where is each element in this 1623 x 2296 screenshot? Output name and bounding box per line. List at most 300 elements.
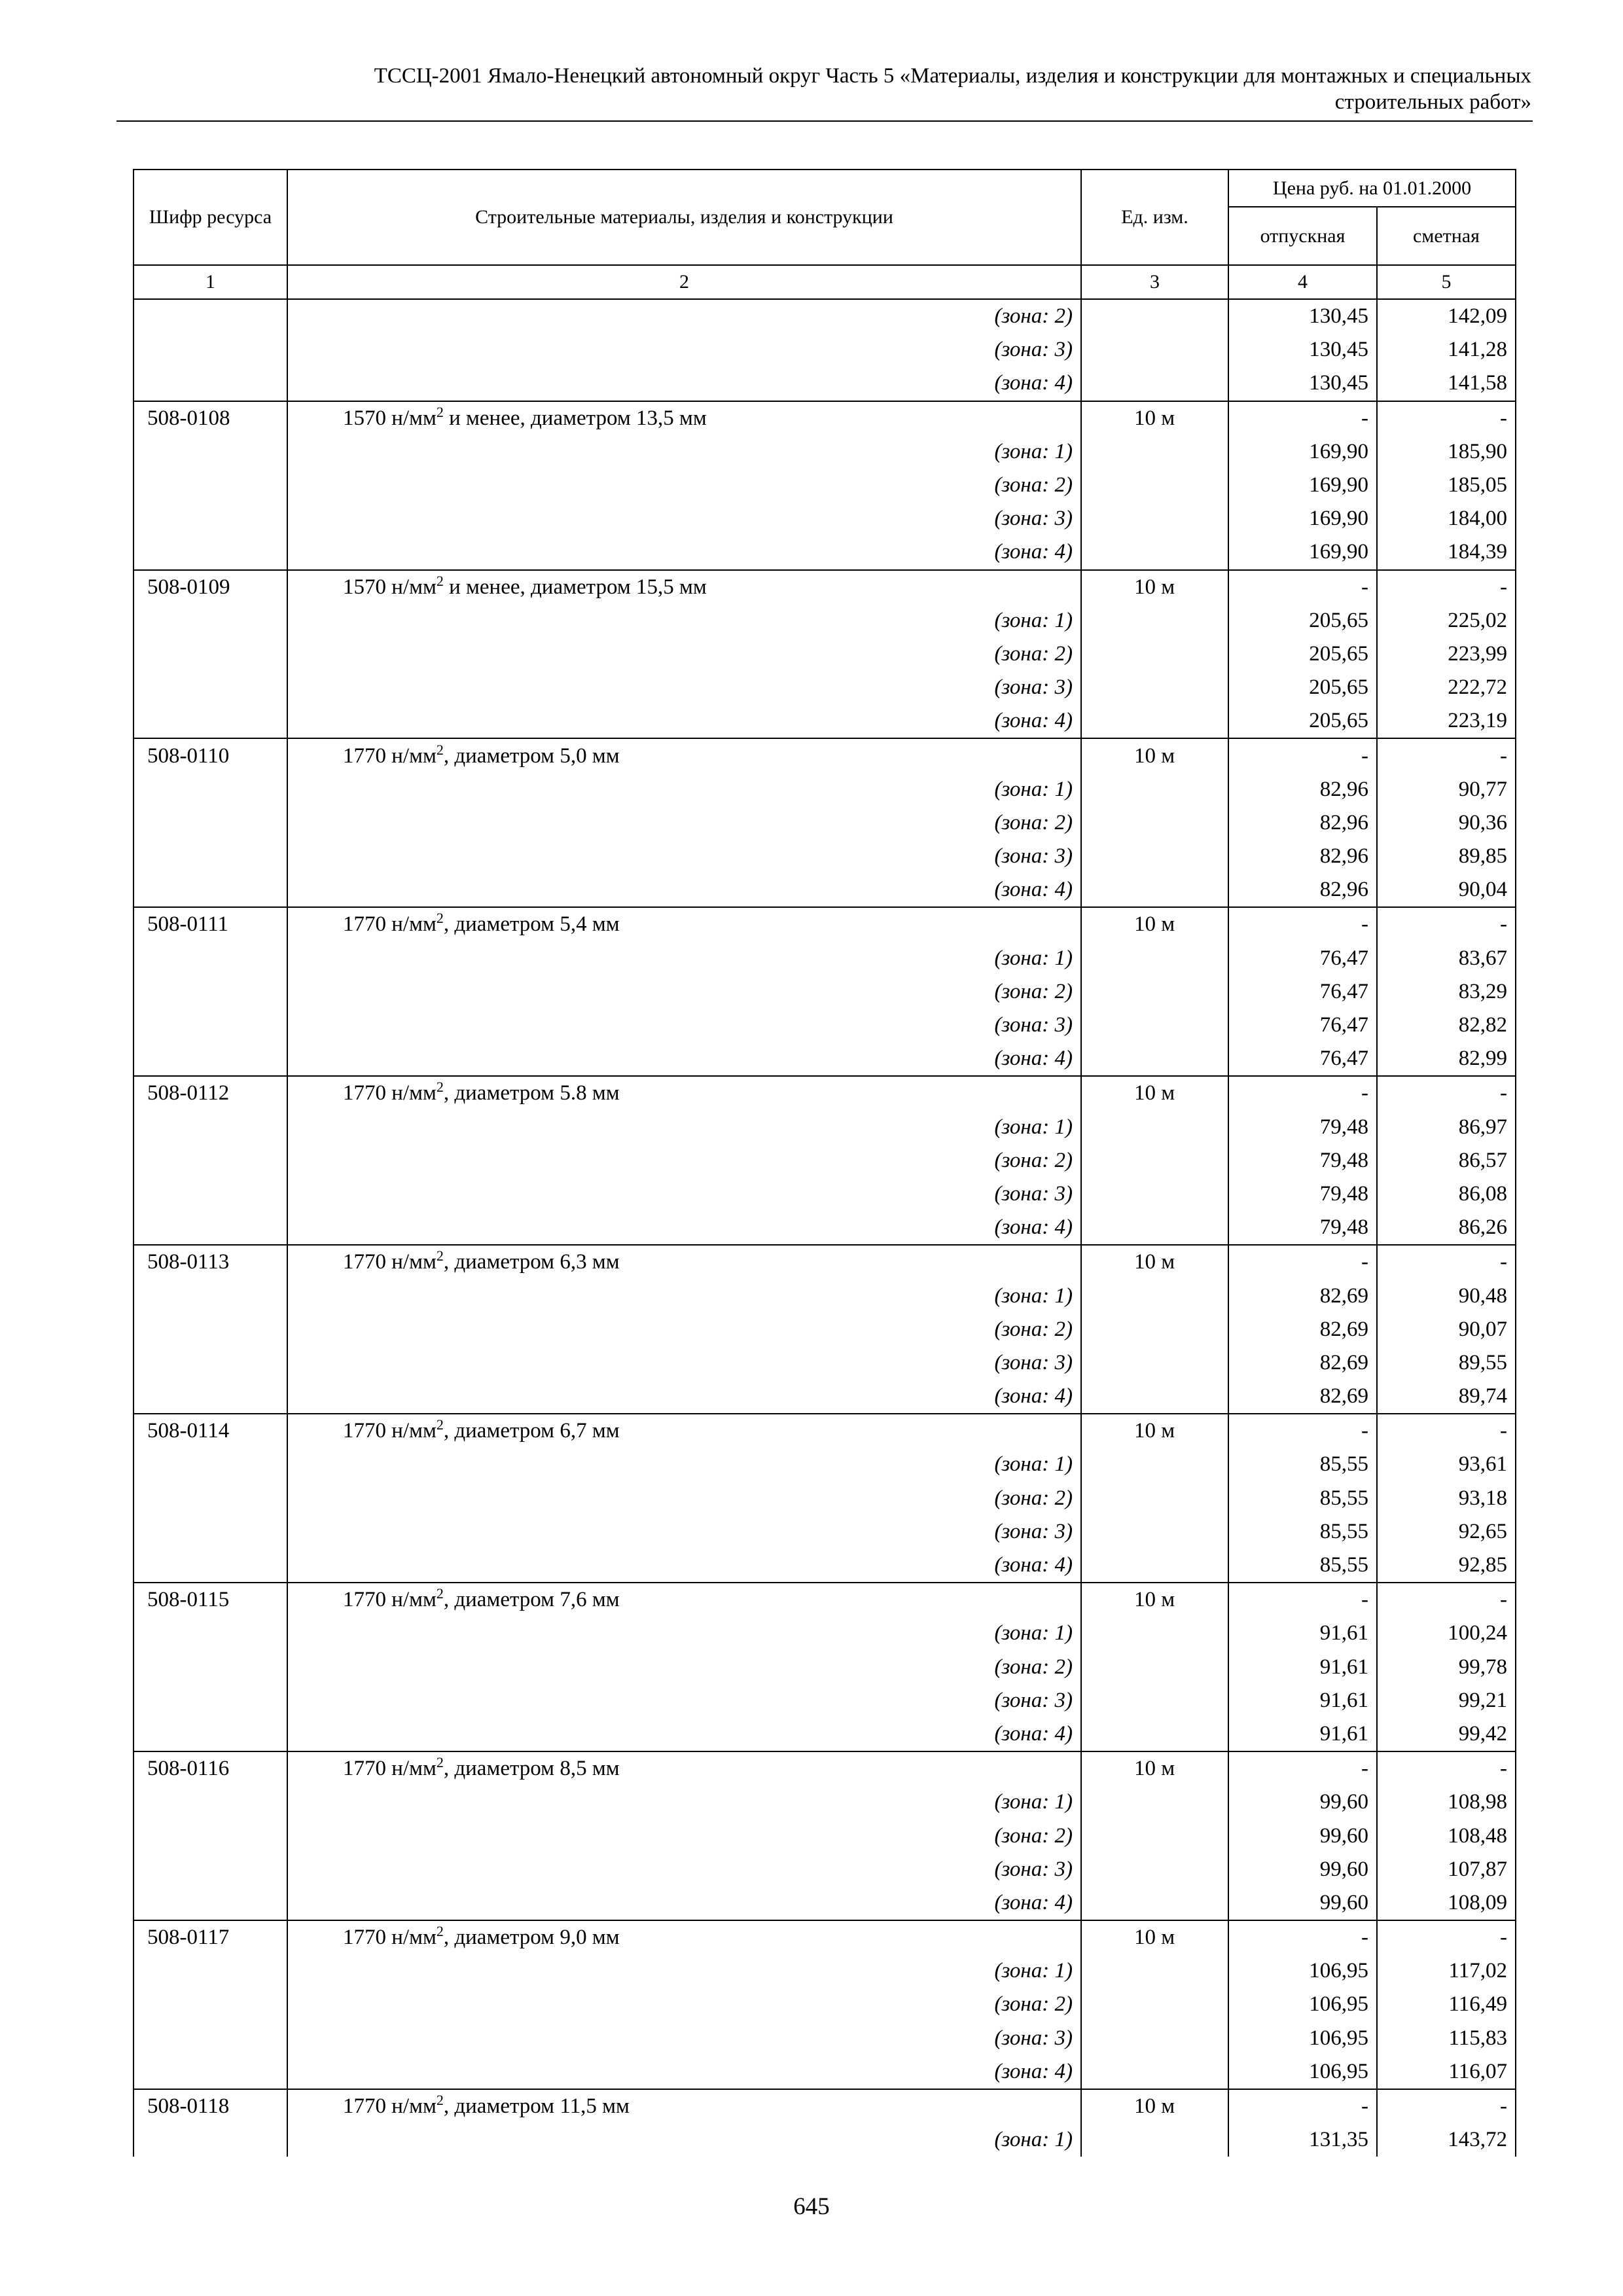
cell-name-text: 1770 н/мм	[343, 1250, 437, 1274]
cell-zone: (зона: 1)	[287, 942, 1081, 975]
cell-estimate-price: 184,39	[1377, 535, 1516, 569]
cell-estimate-price: 86,97	[1377, 1111, 1516, 1144]
cell-estimate-price: 108,09	[1377, 1886, 1516, 1920]
cell-release-price: 82,96	[1228, 773, 1377, 806]
cell-estimate-price: 142,09	[1377, 299, 1516, 333]
cell-code	[134, 1549, 287, 1583]
table-row-zone	[134, 1042, 1516, 1076]
cell-unit	[1081, 1380, 1228, 1414]
cell-zone: (зона: 4)	[287, 1886, 1081, 1920]
cell-estimate-price: 90,07	[1377, 1313, 1516, 1346]
cell-unit	[1081, 1988, 1228, 2021]
cell-code	[134, 773, 287, 806]
cell-unit	[1081, 1549, 1228, 1583]
cell-estimate-price: 222,72	[1377, 671, 1516, 704]
cell-zone: (зона: 4)	[287, 2055, 1081, 2089]
cell-zone: (зона: 3)	[287, 1009, 1081, 1042]
cell-unit	[1081, 1515, 1228, 1549]
cell-unit	[1081, 942, 1228, 975]
table-row-zone	[134, 535, 1516, 569]
cell-zone: (зона: 1)	[287, 604, 1081, 637]
cell-estimate-price: 83,67	[1377, 942, 1516, 975]
cell-release-price: 99,60	[1228, 1785, 1377, 1819]
cell-unit	[1081, 1042, 1228, 1076]
cell-code	[134, 469, 287, 502]
cell-code: 508-0118	[134, 2089, 287, 2123]
cell-name-text: 1570 н/мм	[343, 406, 437, 430]
cell-unit: 10 м	[1081, 1245, 1228, 1279]
cell-zone: (зона: 3)	[287, 1515, 1081, 1549]
cell-release-price: 79,48	[1228, 1211, 1377, 1245]
cell-release-price: 82,69	[1228, 1346, 1377, 1380]
table-row-zone	[134, 333, 1516, 367]
table-row-item	[134, 1583, 1516, 1617]
cell-estimate-price: 89,85	[1377, 840, 1516, 873]
col-number-2: 2	[287, 265, 1081, 299]
cell-unit	[1081, 435, 1228, 469]
cell-unit	[1081, 1144, 1228, 1177]
table-row-zone	[134, 2022, 1516, 2055]
cell-release-price: 79,48	[1228, 1144, 1377, 1177]
cell-code	[134, 1717, 287, 1751]
table-row-zone	[134, 469, 1516, 502]
cell-zone: (зона: 2)	[287, 975, 1081, 1009]
cell-name-text-rest: и менее, диаметром 13,5 мм	[443, 406, 707, 430]
cell-name	[287, 401, 1081, 435]
cell-unit: 10 м	[1081, 738, 1228, 772]
cell-code: 508-0113	[134, 1245, 287, 1279]
cell-name-text: 1770 н/мм	[343, 1926, 437, 1950]
cell-release-price: 82,96	[1228, 873, 1377, 907]
cell-unit	[1081, 671, 1228, 704]
cell-release-price: 130,45	[1228, 367, 1377, 401]
cell-release-price: 76,47	[1228, 1042, 1377, 1076]
cell-estimate-price: 90,77	[1377, 773, 1516, 806]
cell-name-text: 1770 н/мм	[343, 2094, 437, 2119]
table-row-zone	[134, 1279, 1516, 1312]
cell-zone: (зона: 4)	[287, 367, 1081, 401]
cell-zone: (зона: 1)	[287, 1448, 1081, 1481]
cell-code	[134, 299, 287, 333]
cell-unit	[1081, 299, 1228, 333]
table-row-item	[134, 1245, 1516, 1279]
table-row-zone	[134, 873, 1516, 907]
price-table-body	[134, 299, 1516, 2157]
cell-release-price: 82,69	[1228, 1380, 1377, 1414]
table-row-item	[134, 570, 1516, 604]
cell-zone: (зона: 2)	[287, 469, 1081, 502]
cell-release-price: 205,65	[1228, 637, 1377, 671]
cell-code	[134, 367, 287, 401]
table-row-item	[134, 1751, 1516, 1785]
cell-zone: (зона: 1)	[287, 1617, 1081, 1650]
cell-code: 508-0114	[134, 1414, 287, 1448]
cell-estimate-price: 100,24	[1377, 1617, 1516, 1650]
cell-code	[134, 1380, 287, 1414]
cell-code	[134, 1313, 287, 1346]
cell-code	[134, 1819, 287, 1852]
table-row-item	[134, 1414, 1516, 1448]
table-row-zone	[134, 1717, 1516, 1751]
cell-code	[134, 333, 287, 367]
cell-code	[134, 1009, 287, 1042]
cell-name	[287, 2089, 1081, 2123]
header-rule	[116, 120, 1533, 122]
cell-release-price: 169,90	[1228, 469, 1377, 502]
cell-zone: (зона: 2)	[287, 1313, 1081, 1346]
col-number-3: 3	[1081, 265, 1228, 299]
table-row-zone	[134, 1988, 1516, 2021]
cell-code	[134, 975, 287, 1009]
table-row-zone	[134, 367, 1516, 401]
cell-name-superscript: 2	[436, 572, 444, 589]
cell-unit	[1081, 1819, 1228, 1852]
cell-release-price: 130,45	[1228, 333, 1377, 367]
cell-release-price: 79,48	[1228, 1111, 1377, 1144]
cell-name	[287, 1245, 1081, 1279]
table-row-item	[134, 907, 1516, 941]
cell-release-price: 91,61	[1228, 1651, 1377, 1684]
cell-estimate-price: 225,02	[1377, 604, 1516, 637]
cell-code	[134, 1448, 287, 1481]
cell-name	[287, 738, 1081, 772]
cell-zone: (зона: 2)	[287, 1819, 1081, 1852]
cell-name-text: 1570 н/мм	[343, 575, 437, 599]
table-row-zone	[134, 299, 1516, 333]
cell-unit	[1081, 1717, 1228, 1751]
cell-estimate-price: 90,36	[1377, 806, 1516, 840]
cell-release-price: 85,55	[1228, 1515, 1377, 1549]
cell-unit	[1081, 873, 1228, 907]
table-row-zone	[134, 1380, 1516, 1414]
cell-unit: 10 м	[1081, 570, 1228, 604]
cell-estimate-price: 223,99	[1377, 637, 1516, 671]
cell-unit: 10 м	[1081, 2089, 1228, 2123]
cell-estimate-price: 184,00	[1377, 502, 1516, 535]
cell-zone: (зона: 1)	[287, 1954, 1081, 1988]
cell-name-text: 1770 н/мм	[343, 912, 437, 937]
cell-code: 508-0116	[134, 1751, 287, 1785]
cell-release-price: -	[1228, 2089, 1377, 2123]
cell-code: 508-0109	[134, 570, 287, 604]
table-row-zone	[134, 1819, 1516, 1852]
table-row-zone	[134, 840, 1516, 873]
cell-zone: (зона: 4)	[287, 1211, 1081, 1245]
cell-release-price: 79,48	[1228, 1177, 1377, 1211]
cell-code	[134, 1651, 287, 1684]
cell-name-text: 1770 н/мм	[343, 744, 437, 768]
cell-estimate-price: 92,65	[1377, 1515, 1516, 1549]
cell-unit	[1081, 469, 1228, 502]
cell-code	[134, 1853, 287, 1886]
cell-estimate-price: -	[1377, 1751, 1516, 1785]
cell-zone: (зона: 3)	[287, 840, 1081, 873]
cell-unit	[1081, 1954, 1228, 1988]
cell-estimate-price: 115,83	[1377, 2022, 1516, 2055]
cell-unit	[1081, 1177, 1228, 1211]
cell-unit	[1081, 1111, 1228, 1144]
cell-zone: (зона: 3)	[287, 2022, 1081, 2055]
cell-release-price: 91,61	[1228, 1617, 1377, 1650]
cell-name-text: 1770 н/мм	[343, 1419, 437, 1443]
cell-unit	[1081, 1853, 1228, 1886]
cell-zone: (зона: 2)	[287, 806, 1081, 840]
table-row-zone	[134, 1346, 1516, 1380]
col-header-code: Шифр ресурса	[134, 170, 287, 265]
cell-zone: (зона: 4)	[287, 1042, 1081, 1076]
cell-estimate-price: 141,58	[1377, 367, 1516, 401]
cell-code	[134, 1042, 287, 1076]
cell-unit	[1081, 367, 1228, 401]
cell-unit	[1081, 1785, 1228, 1819]
cell-code	[134, 1886, 287, 1920]
cell-name-superscript: 2	[436, 2092, 444, 2109]
cell-zone: (зона: 3)	[287, 333, 1081, 367]
cell-release-price: 91,61	[1228, 1717, 1377, 1751]
cell-estimate-price: 116,07	[1377, 2055, 1516, 2089]
cell-estimate-price: 86,08	[1377, 1177, 1516, 1211]
cell-release-price: 99,60	[1228, 1853, 1377, 1886]
cell-estimate-price: 143,72	[1377, 2123, 1516, 2157]
cell-unit	[1081, 333, 1228, 367]
cell-unit: 10 м	[1081, 1414, 1228, 1448]
cell-zone: (зона: 2)	[287, 637, 1081, 671]
table-row-zone	[134, 1482, 1516, 1515]
cell-zone: (зона: 4)	[287, 1717, 1081, 1751]
cell-code	[134, 942, 287, 975]
cell-name-text-rest: , диаметром 6,3 мм	[443, 1250, 620, 1274]
cell-estimate-price: -	[1377, 1414, 1516, 1448]
cell-name-text-rest: , диаметром 7,6 мм	[443, 1588, 620, 1612]
cell-unit	[1081, 1211, 1228, 1245]
cell-unit	[1081, 637, 1228, 671]
table-row-zone	[134, 1549, 1516, 1583]
cell-name-text-rest: , диаметром 8,5 мм	[443, 1757, 620, 1781]
cell-code	[134, 2123, 287, 2157]
cell-code	[134, 1211, 287, 1245]
table-row-zone	[134, 1617, 1516, 1650]
table-row-zone	[134, 604, 1516, 637]
cell-unit	[1081, 1684, 1228, 1717]
table-row-zone	[134, 1651, 1516, 1684]
running-header-line1: ТССЦ-2001 Ямало-Ненецкий автономный округ Часть 5 «Материалы, изделия и конструкции для монтажных и специальных	[374, 64, 1531, 88]
cell-code	[134, 840, 287, 873]
cell-code	[134, 1177, 287, 1211]
cell-estimate-price: 93,61	[1377, 1448, 1516, 1481]
cell-zone: (зона: 2)	[287, 1144, 1081, 1177]
cell-zone: (зона: 4)	[287, 1549, 1081, 1583]
col-header-name: Строительные материалы, изделия и конструкции	[287, 170, 1081, 265]
running-header-line2: строительных работ»	[1334, 90, 1531, 114]
cell-estimate-price: -	[1377, 907, 1516, 941]
cell-unit	[1081, 1617, 1228, 1650]
cell-release-price: 85,55	[1228, 1482, 1377, 1515]
cell-name	[287, 570, 1081, 604]
cell-estimate-price: -	[1377, 1245, 1516, 1279]
cell-estimate-price: 99,42	[1377, 1717, 1516, 1751]
cell-release-price: 106,95	[1228, 2055, 1377, 2089]
cell-release-price: -	[1228, 570, 1377, 604]
col-header-unit: Ед. изм.	[1081, 170, 1228, 265]
cell-code	[134, 1617, 287, 1650]
cell-release-price: 82,96	[1228, 840, 1377, 873]
cell-zone: (зона: 1)	[287, 1785, 1081, 1819]
cell-zone: (зона: 3)	[287, 1684, 1081, 1717]
cell-unit	[1081, 2022, 1228, 2055]
cell-name	[287, 1076, 1081, 1110]
cell-estimate-price: 90,04	[1377, 873, 1516, 907]
cell-unit: 10 м	[1081, 1751, 1228, 1785]
cell-estimate-price: 83,29	[1377, 975, 1516, 1009]
cell-unit	[1081, 975, 1228, 1009]
cell-estimate-price: 92,85	[1377, 1549, 1516, 1583]
cell-estimate-price: -	[1377, 2089, 1516, 2123]
cell-code	[134, 873, 287, 907]
cell-unit	[1081, 1651, 1228, 1684]
cell-unit	[1081, 773, 1228, 806]
cell-name-text-rest: , диаметром 6,7 мм	[443, 1419, 620, 1443]
cell-release-price: 82,69	[1228, 1279, 1377, 1312]
cell-estimate-price: 108,98	[1377, 1785, 1516, 1819]
cell-unit	[1081, 1009, 1228, 1042]
price-table-header	[134, 170, 1516, 299]
cell-release-price: 205,65	[1228, 704, 1377, 738]
cell-estimate-price: 107,87	[1377, 1853, 1516, 1886]
cell-name-text: 1770 н/мм	[343, 1081, 437, 1105]
cell-unit	[1081, 2123, 1228, 2157]
cell-estimate-price: 117,02	[1377, 1954, 1516, 1988]
cell-unit	[1081, 704, 1228, 738]
cell-zone: (зона: 3)	[287, 502, 1081, 535]
cell-release-price: -	[1228, 1583, 1377, 1617]
col-header-price-group: Цена руб. на 01.01.2000	[1228, 170, 1516, 207]
table-row-zone	[134, 704, 1516, 738]
table-row-zone	[134, 671, 1516, 704]
cell-code	[134, 1279, 287, 1312]
cell-unit	[1081, 1482, 1228, 1515]
cell-release-price: 169,90	[1228, 435, 1377, 469]
cell-release-price: 76,47	[1228, 1009, 1377, 1042]
cell-release-price: 130,45	[1228, 299, 1377, 333]
cell-zone: (зона: 3)	[287, 671, 1081, 704]
cell-unit: 10 м	[1081, 1920, 1228, 1954]
cell-unit	[1081, 1448, 1228, 1481]
cell-estimate-price: 108,48	[1377, 1819, 1516, 1852]
cell-unit	[1081, 1279, 1228, 1312]
cell-estimate-price: 185,90	[1377, 435, 1516, 469]
cell-estimate-price: -	[1377, 1920, 1516, 1954]
cell-name-superscript: 2	[436, 1923, 444, 1940]
cell-unit: 10 м	[1081, 1583, 1228, 1617]
cell-release-price: -	[1228, 401, 1377, 435]
table-row-zone	[134, 1144, 1516, 1177]
cell-code: 508-0115	[134, 1583, 287, 1617]
cell-name-text-rest: , диаметром 11,5 мм	[443, 2094, 630, 2119]
table-row-zone	[134, 435, 1516, 469]
cell-name	[287, 1920, 1081, 1954]
price-table	[133, 169, 1516, 2157]
col-header-estimate: сметная	[1377, 207, 1516, 265]
cell-release-price: 99,60	[1228, 1819, 1377, 1852]
cell-name	[287, 907, 1081, 941]
cell-name	[287, 1414, 1081, 1448]
cell-estimate-price: 89,74	[1377, 1380, 1516, 1414]
cell-release-price: 106,95	[1228, 2022, 1377, 2055]
cell-name-text-rest: , диаметром 5,0 мм	[443, 744, 620, 768]
cell-code	[134, 806, 287, 840]
table-row-zone	[134, 1313, 1516, 1346]
cell-estimate-price: -	[1377, 401, 1516, 435]
cell-unit: 10 м	[1081, 1076, 1228, 1110]
cell-estimate-price: 93,18	[1377, 1482, 1516, 1515]
cell-unit	[1081, 1313, 1228, 1346]
page-number: 645	[793, 2193, 830, 2220]
cell-zone: (зона: 2)	[287, 1482, 1081, 1515]
cell-unit	[1081, 840, 1228, 873]
table-row-zone	[134, 806, 1516, 840]
cell-zone: (зона: 1)	[287, 2123, 1081, 2157]
cell-unit: 10 м	[1081, 401, 1228, 435]
cell-release-price: -	[1228, 738, 1377, 772]
cell-code	[134, 1144, 287, 1177]
cell-release-price: 131,35	[1228, 2123, 1377, 2157]
cell-name-text-rest: , диаметром 9,0 мм	[443, 1926, 620, 1950]
table-row-zone	[134, 637, 1516, 671]
cell-name-superscript: 2	[436, 1079, 444, 1096]
cell-release-price: 82,69	[1228, 1313, 1377, 1346]
table-row-zone	[134, 1684, 1516, 1717]
cell-name-text-rest: , диаметром 5.8 мм	[443, 1081, 620, 1105]
cell-release-price: 169,90	[1228, 535, 1377, 569]
cell-unit	[1081, 1886, 1228, 1920]
cell-release-price: 205,65	[1228, 604, 1377, 637]
cell-estimate-price: 89,55	[1377, 1346, 1516, 1380]
cell-estimate-price: -	[1377, 1076, 1516, 1110]
table-row-zone	[134, 942, 1516, 975]
col-number-5: 5	[1377, 265, 1516, 299]
cell-code	[134, 1346, 287, 1380]
cell-estimate-price: 86,26	[1377, 1211, 1516, 1245]
cell-name	[287, 1583, 1081, 1617]
table-row-item	[134, 1920, 1516, 1954]
cell-release-price: 99,60	[1228, 1886, 1377, 1920]
cell-code: 508-0117	[134, 1920, 287, 1954]
cell-estimate-price: -	[1377, 570, 1516, 604]
cell-zone: (зона: 2)	[287, 299, 1081, 333]
cell-zone: (зона: 3)	[287, 1346, 1081, 1380]
cell-estimate-price: 116,49	[1377, 1988, 1516, 2021]
table-row-zone	[134, 2123, 1516, 2157]
cell-release-price: 76,47	[1228, 942, 1377, 975]
cell-code	[134, 535, 287, 569]
cell-estimate-price: 82,82	[1377, 1009, 1516, 1042]
cell-name-superscript: 2	[436, 741, 444, 758]
table-row-zone	[134, 1515, 1516, 1549]
cell-zone: (зона: 4)	[287, 704, 1081, 738]
running-header	[118, 63, 1531, 115]
cell-unit	[1081, 806, 1228, 840]
cell-estimate-price: 141,28	[1377, 333, 1516, 367]
cell-name-text: 1770 н/мм	[343, 1757, 437, 1781]
cell-name-text: 1770 н/мм	[343, 1588, 437, 1612]
cell-release-price: 85,55	[1228, 1448, 1377, 1481]
cell-name-text-rest: , диаметром 5,4 мм	[443, 912, 620, 937]
cell-code	[134, 671, 287, 704]
cell-name-superscript: 2	[436, 1416, 444, 1433]
cell-zone: (зона: 2)	[287, 1651, 1081, 1684]
cell-zone: (зона: 2)	[287, 1988, 1081, 2021]
cell-unit	[1081, 535, 1228, 569]
